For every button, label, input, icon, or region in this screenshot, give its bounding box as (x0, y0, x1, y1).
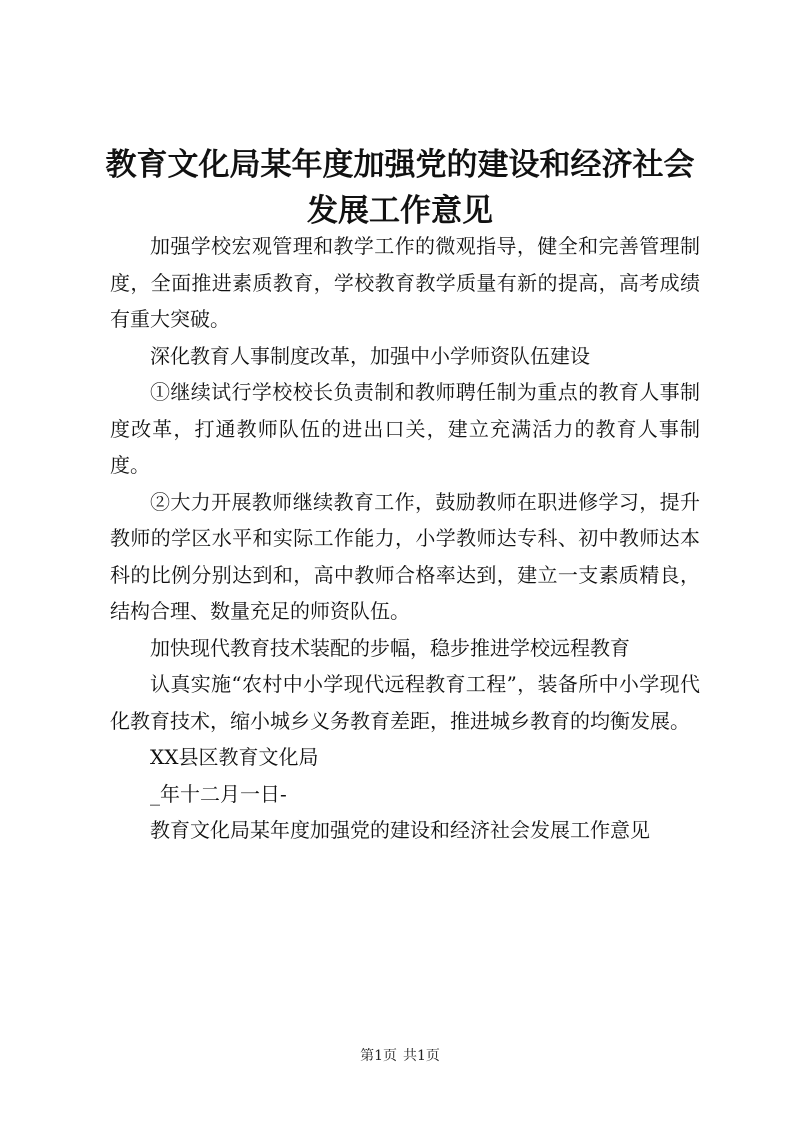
paragraph-teacher-training: ②大力开展教师继续教育工作，鼓励教师在职进修学习，提升教师的学区水平和实际工作能力，小学教师达专科、初中教师达本科的比例分别达到和，高中教师合格率达到，建立一支素质精良，结构合理、数量充足的师资队伍。 (110, 489, 700, 623)
page-number: 第1页 (360, 1048, 397, 1064)
paragraph-school-management: 加强学校宏观管理和教学工作的微观指导，健全和完善管理制度，全面推进素质教育，学校教育教学质量有新的提高，高考成绩有重大突破。 (110, 234, 700, 331)
paragraph-date: _年十二月一日- (150, 781, 287, 806)
paragraph-heading-education-technology: 加快现代教育技术装配的步幅，稳步推进学校远程教育 (150, 635, 630, 660)
page-total: 共1页 (403, 1048, 440, 1064)
document-body (110, 228, 700, 849)
paragraph-repeated-title: 教育文化局某年度加强党的建设和经济社会发展工作意见 (150, 818, 650, 842)
page-footer (0, 1047, 800, 1065)
paragraph-issuer: XX县区教育文化局 (150, 745, 319, 769)
document-title: 教育文化局某年度加强党的建设和经济社会发展工作意见 (105, 147, 695, 229)
paragraph-remote-education: 认真实施“农村中小学现代远程教育工程”，装备所中小学现代化教育技术，缩小城乡义务教育差距，推进城乡教育的均衡发展。 (110, 672, 700, 733)
paragraph-heading-personnel-reform: 深化教育人事制度改革，加强中小学师资队伍建设 (150, 343, 590, 368)
paragraph-principal-responsibility: ①继续试行学校校长负责制和教师聘任制为重点的教育人事制度改革，打通教师队伍的进出口关，建立充满活力的教育人事制度。 (110, 380, 700, 477)
